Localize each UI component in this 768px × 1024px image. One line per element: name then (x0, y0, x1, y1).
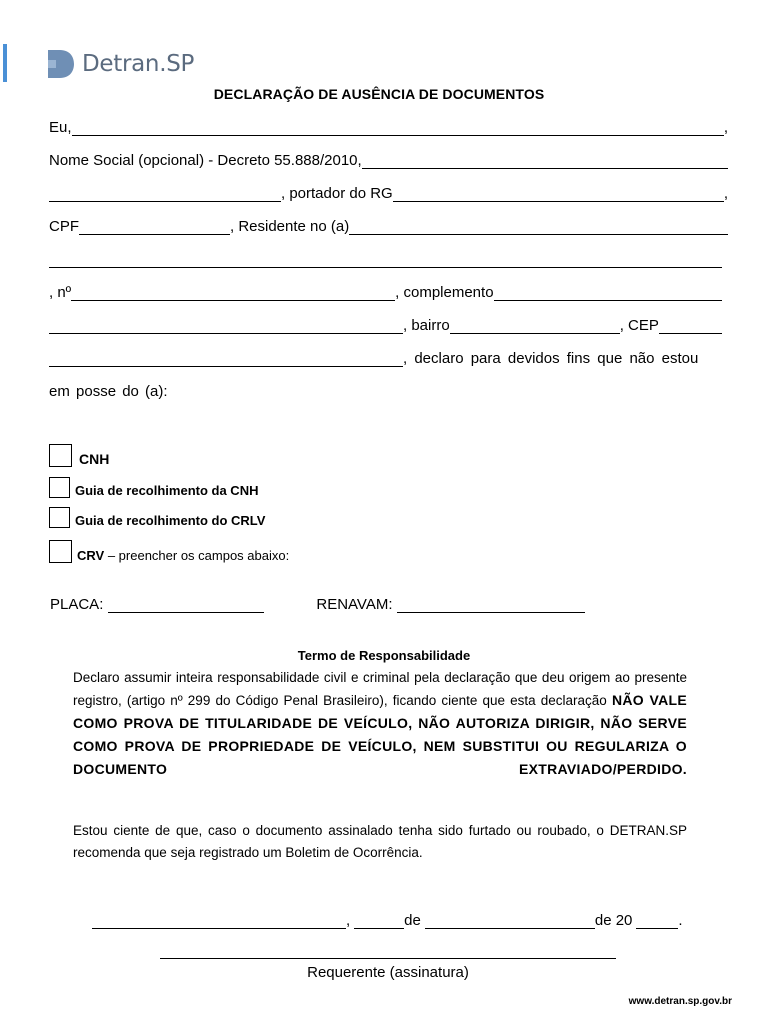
signature-date (92, 912, 683, 929)
checkbox-crv[interactable] (49, 540, 72, 563)
option-crv (49, 540, 289, 563)
label-placa: PLACA: (50, 596, 104, 613)
field-cpf[interactable] (79, 220, 230, 235)
comma: , (723, 185, 728, 202)
label-de-20: de 20 (594, 912, 633, 929)
row-cpf (49, 213, 728, 235)
edge-accent-bar (3, 44, 7, 82)
field-placa[interactable] (108, 598, 264, 613)
comma: , (723, 119, 728, 136)
row-vehicle (50, 596, 585, 613)
option-suffix: – preencher os campos abaixo: (104, 548, 290, 563)
field-complemento[interactable] (494, 286, 722, 301)
field-name[interactable] (72, 121, 724, 136)
option-cnh (49, 444, 109, 467)
termo-notice: Estou ciente de que, caso o documento assinalado tenha sido furtado ou roubado, o DETRAN.SP recomenda que seja registrado um Boletim de Ocorrência. (73, 823, 687, 860)
label-residente: , Residente no (a) (230, 218, 350, 235)
field-rg[interactable] (393, 187, 724, 202)
label-rg: , portador do RG (281, 185, 393, 202)
label-cpf: CPF (49, 218, 79, 235)
checkbox-guia-cnh[interactable] (49, 477, 70, 498)
detran-logo-icon (46, 48, 76, 80)
row-numero (49, 279, 722, 301)
logo-text: Detran.SP (82, 51, 195, 77)
period: . (678, 912, 683, 929)
detran-logo (46, 48, 194, 80)
field-cidade[interactable] (49, 352, 403, 367)
field-numero[interactable] (71, 286, 395, 301)
signature-line[interactable] (160, 958, 616, 959)
row-endereco-cont (49, 246, 722, 268)
field-endereco[interactable] (349, 220, 728, 235)
termo-paragraph-1 (73, 667, 687, 781)
field-bairro[interactable] (450, 319, 620, 334)
label-de: de (404, 912, 421, 929)
signature-label: Requerente (assinatura) (307, 964, 469, 981)
option-guia-cnh (49, 477, 258, 498)
comma: , (346, 912, 351, 929)
checkbox-guia-crlv[interactable] (49, 507, 70, 528)
option-guia-crlv (49, 507, 265, 528)
row-em-posse (49, 378, 728, 400)
option-label: Guia de recolhimento da CNH (75, 483, 259, 498)
field-endereco-cont[interactable] (49, 253, 722, 268)
label-complemento: , complemento (395, 284, 494, 301)
termo-intro: Declaro assumir inteira responsabilidade civil e criminal pela declaração que deu origem ao presente registro, (artigo nº 299 do Código Penal Brasileiro), ficando ciente que esta declaração (73, 670, 687, 708)
termo-warning: NÃO VALE COMO PROVA DE TITULARIDADE DE VEÍCULO, NÃO AUTORIZA DIRIGIR, NÃO SERVE COMO PROVA DE PROPRIEDADE DE VEÍCULO, NEM SUBSTITUI OU REGULARIZA O DOCUMENTO EXTRAVIADO/PERDIDO. (73, 692, 687, 777)
field-mes[interactable] (425, 914, 595, 929)
label-declaro: , declaro para devidos fins que não estou (403, 350, 699, 367)
label-eu: Eu, (49, 119, 72, 136)
field-renavam[interactable] (397, 598, 585, 613)
field-nome-cont[interactable] (49, 187, 281, 202)
checkbox-cnh[interactable] (49, 444, 72, 467)
field-local[interactable] (92, 914, 346, 929)
row-rg (49, 180, 728, 202)
label-renavam: RENAVAM: (316, 596, 393, 613)
label-cep: , CEP (619, 317, 659, 334)
label-nome-social: Nome Social (opcional) - Decreto 55.888/2010, (49, 152, 362, 169)
option-label: CNH (79, 451, 110, 467)
label-em-posse: em posse do (a): (49, 383, 168, 400)
row-nome-social (49, 147, 728, 169)
field-bairro-pre[interactable] (49, 319, 403, 334)
label-numero: , nº (49, 284, 72, 301)
row-eu (49, 114, 728, 136)
row-bairro (49, 312, 722, 334)
option-label: CRV (77, 548, 105, 563)
option-label: Guia de recolhimento do CRLV (75, 513, 266, 528)
field-cep[interactable] (659, 319, 722, 334)
row-declaro (49, 345, 708, 367)
termo-title: Termo de Responsabilidade (297, 648, 471, 663)
footer-url[interactable]: www.detran.sp.gov.br (628, 996, 732, 1007)
field-dia[interactable] (354, 914, 404, 929)
label-bairro: , bairro (403, 317, 450, 334)
termo-paragraph-2 (73, 820, 687, 864)
page-title: DECLARAÇÃO DE AUSÊNCIA DE DOCUMENTOS (213, 86, 545, 102)
field-ano[interactable] (636, 914, 678, 929)
field-nome-social[interactable] (362, 154, 728, 169)
